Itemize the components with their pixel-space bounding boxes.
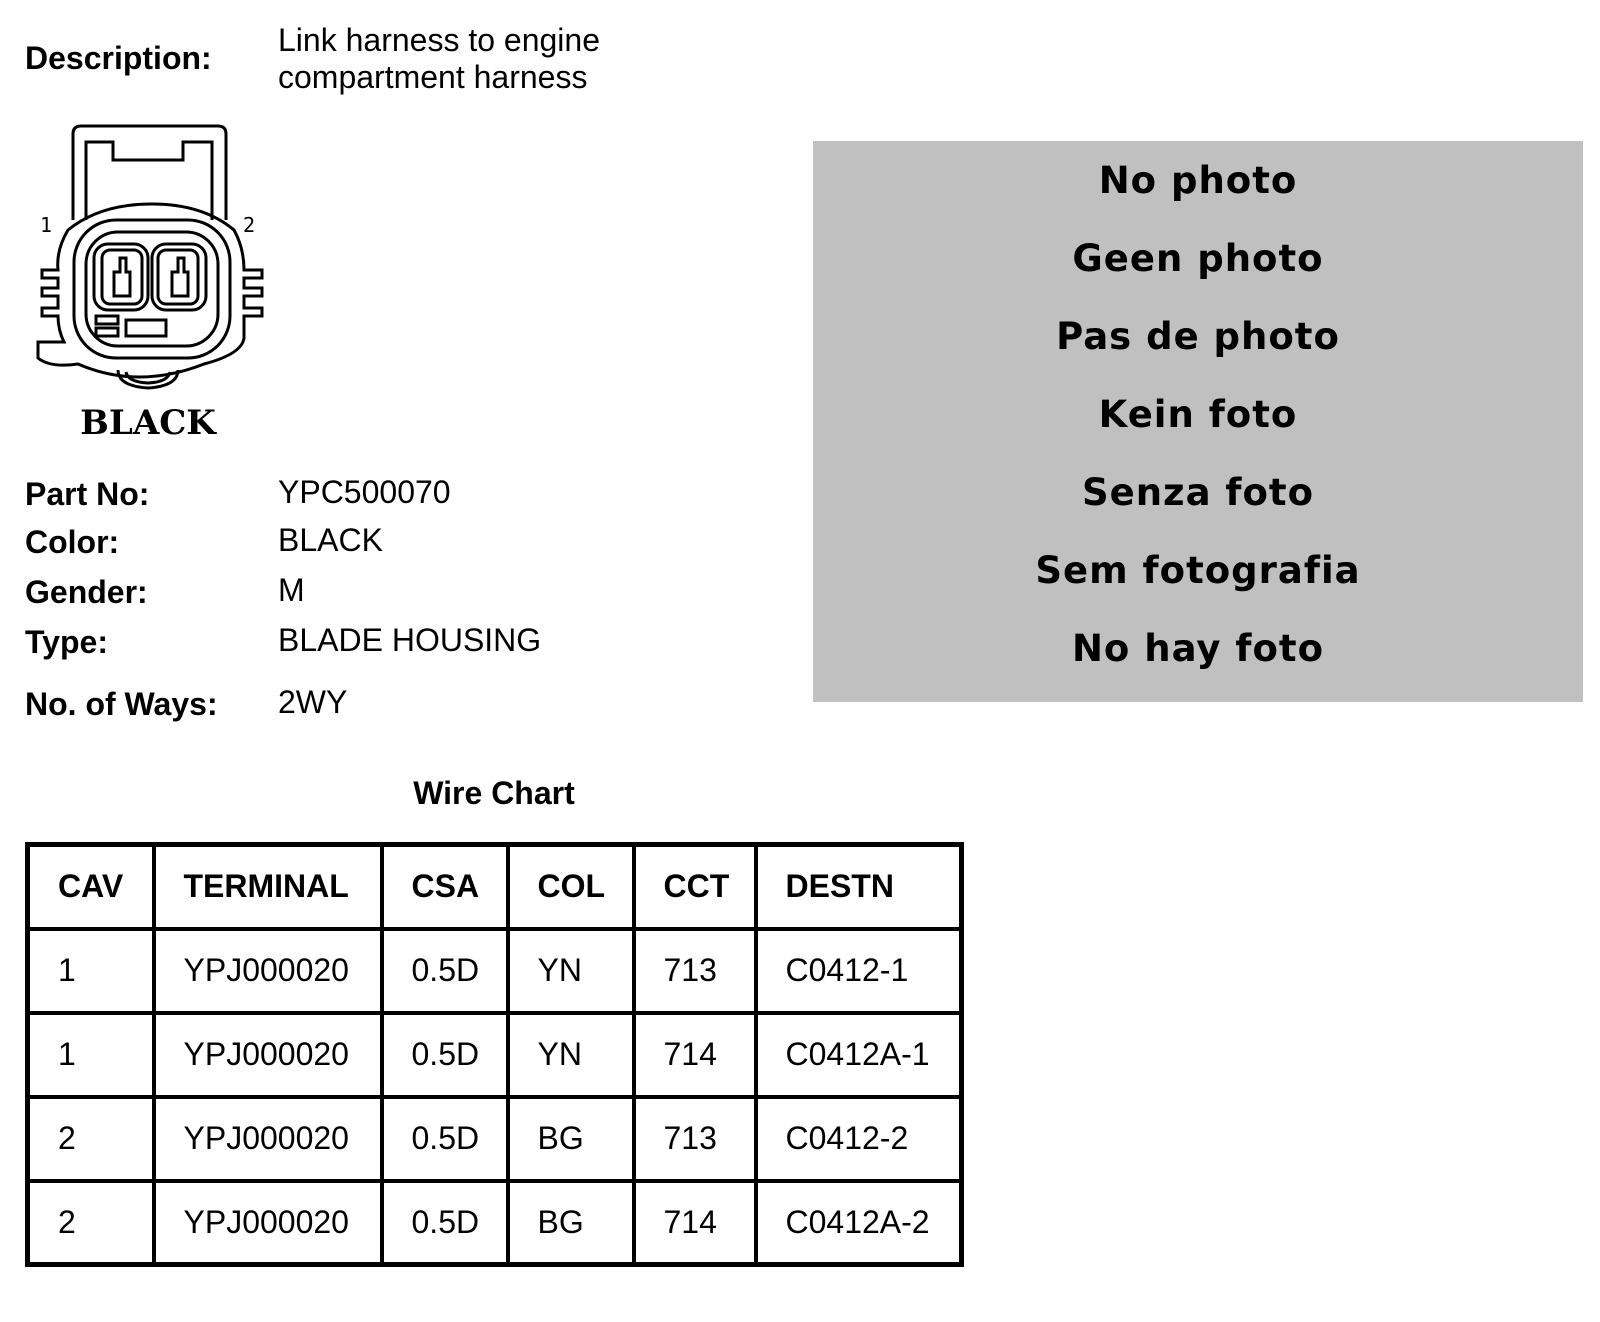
cell-cct: 713	[634, 929, 756, 1013]
description-label: Description:	[25, 40, 212, 76]
type-label: Type:	[25, 624, 108, 660]
wire-chart-title: Wire Chart	[413, 775, 575, 811]
photo-text-fr: Pas de photo	[1056, 315, 1340, 358]
cell-destn: C0412A-1	[756, 1013, 962, 1097]
connector-caption: BLACK	[80, 403, 216, 443]
cell-destn: C0412-1	[756, 929, 962, 1013]
connector-diagram	[28, 120, 278, 450]
cell-csa: 0.5D	[382, 1181, 508, 1265]
cell-cav: 2	[28, 1097, 154, 1181]
table-row	[28, 1013, 962, 1097]
color-label: Color:	[25, 524, 120, 560]
cell-cct: 714	[634, 1013, 756, 1097]
header-terminal: TERMINAL	[154, 845, 382, 929]
cell-col: BG	[508, 1181, 634, 1265]
gender-value: M	[278, 572, 305, 608]
cell-cct: 713	[634, 1097, 756, 1181]
description-line-1: Link harness to engine	[278, 22, 600, 58]
photo-text-en: No photo	[1098, 159, 1298, 202]
table-header-row	[28, 845, 962, 929]
header-col: COL	[508, 845, 634, 929]
description-line-2: compartment harness	[278, 59, 588, 95]
table-row	[28, 1181, 962, 1265]
color-value: BLACK	[278, 522, 383, 558]
cell-destn: C0412A-2	[756, 1181, 962, 1265]
cell-csa: 0.5D	[382, 1097, 508, 1181]
cell-csa: 0.5D	[382, 1013, 508, 1097]
cell-terminal: YPJ000020	[154, 1181, 382, 1265]
cell-cct: 714	[634, 1181, 756, 1265]
no-photo-placeholder	[813, 141, 1583, 702]
part-no-label: Part No:	[25, 476, 150, 512]
cell-col: BG	[508, 1097, 634, 1181]
cell-col: YN	[508, 1013, 634, 1097]
photo-text-nl: Geen photo	[1072, 237, 1324, 280]
ways-value: 2WY	[278, 684, 348, 720]
description-value	[278, 22, 600, 96]
pin-1-label: 1	[40, 213, 53, 237]
cell-terminal: YPJ000020	[154, 929, 382, 1013]
cell-destn: C0412-2	[756, 1097, 962, 1181]
gender-label: Gender:	[25, 574, 148, 610]
photo-text-de: Kein foto	[1098, 393, 1298, 436]
header-destn: DESTN	[756, 845, 962, 929]
cell-cav: 2	[28, 1181, 154, 1265]
part-no-value: YPC500070	[278, 474, 451, 510]
ways-label: No. of Ways:	[25, 686, 218, 722]
header-cct: CCT	[634, 845, 756, 929]
cell-terminal: YPJ000020	[154, 1013, 382, 1097]
header-cav: CAV	[28, 845, 154, 929]
photo-text-it: Senza foto	[1081, 471, 1315, 514]
photo-text-es: No hay foto	[1071, 627, 1325, 670]
cell-terminal: YPJ000020	[154, 1097, 382, 1181]
table-row	[28, 929, 962, 1013]
cell-csa: 0.5D	[382, 929, 508, 1013]
cell-cav: 1	[28, 929, 154, 1013]
header-csa: CSA	[382, 845, 508, 929]
cell-col: YN	[508, 929, 634, 1013]
photo-text-pt: Sem fotografia	[1035, 549, 1361, 592]
cell-cav: 1	[28, 1013, 154, 1097]
type-value: BLADE HOUSING	[278, 622, 542, 658]
pin-2-label: 2	[243, 213, 256, 237]
table-row	[28, 1097, 962, 1181]
wire-chart-table	[25, 842, 964, 1267]
